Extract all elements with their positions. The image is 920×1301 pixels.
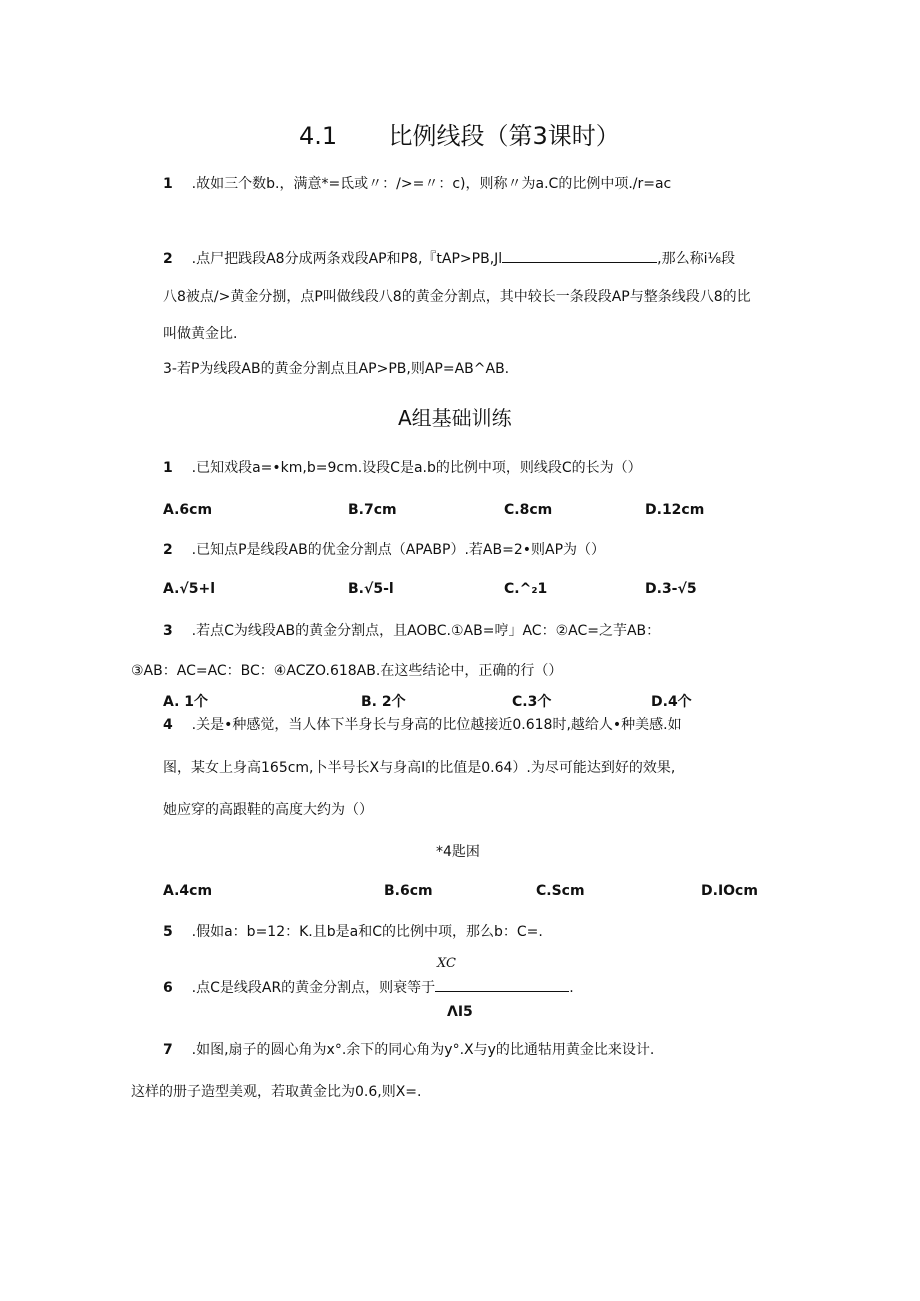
question-number: 3 — [163, 623, 173, 639]
question-text: .已知戏段a=•km,b=9cm.设段C是a.b的比例中项，则线段C的长为（） — [191, 460, 642, 476]
option-a[interactable]: A.6cm — [163, 502, 213, 518]
option-c[interactable]: C.3个 — [512, 694, 552, 710]
option-c[interactable]: C.8cm — [504, 502, 553, 518]
question-2 — [163, 541, 605, 559]
option-d[interactable]: D.3-√5 — [645, 581, 697, 597]
item-number: 2 — [163, 251, 173, 267]
question-6 — [163, 977, 574, 997]
intro-paragraph-2-line-2: 八8被点/>黄金分捌，点P叫做线段八8的黄金分割点，其中较长一条段段AP与整条线段八8的比 — [163, 289, 751, 305]
option-b[interactable]: B.√5-l — [348, 581, 394, 597]
question-7-line-2: 这样的册子造型美观，若取黄金比为0.6,则X=. — [131, 1084, 422, 1100]
option-d[interactable]: D.12cm — [645, 502, 705, 518]
question-text: .假如a：b=12：K.且b是a和C的比例中项，那么b：C=. — [191, 924, 543, 940]
question-text: .已知点P是线段AB的优金分割点（APABP）.若AB=2•则AP为（） — [191, 542, 606, 558]
option-a[interactable]: A. 1个 — [163, 694, 209, 710]
option-a[interactable]: A.√5+l — [163, 581, 216, 597]
intro-text: ,那么称i⅛段 — [657, 251, 736, 267]
option-b[interactable]: B. 2个 — [361, 694, 406, 710]
answer-blank[interactable] — [502, 248, 657, 263]
intro-text: .故如三个数b.，满意*=氐或〃：/>=〃：c)，则称〃为a.C的比例中项./r=ac — [191, 176, 672, 192]
title-text: 比例线段（第3课时） — [388, 122, 620, 150]
question-text-tail: . — [569, 980, 574, 996]
question-number: 7 — [163, 1042, 173, 1058]
question-number: 6 — [163, 980, 173, 996]
question-number: 1 — [163, 460, 173, 476]
question-3-line-2: ③AB：AC=AC：BC：④ACZO.618AB.在这些结论中，正确的行（） — [131, 663, 563, 679]
item-number: 1 — [163, 176, 173, 192]
question-5 — [163, 923, 543, 941]
question-4 — [163, 716, 682, 734]
answer-blank[interactable] — [435, 977, 569, 992]
question-text: .关是•种感觉，当人体下半身长与身高的比位越接近0.618时,越给人•种美感.如 — [191, 717, 682, 733]
option-a[interactable]: A.4cm — [163, 883, 213, 899]
intro-paragraph-2-line-3: 叫做黄金比. — [163, 326, 238, 342]
title-number: 4.1 — [299, 122, 338, 150]
option-b[interactable]: B.6cm — [384, 883, 433, 899]
question-number: 4 — [163, 717, 173, 733]
question-4-line-3: 她应穿的高跟鞋的高度大约为（） — [163, 802, 373, 818]
intro-paragraph-3: 3-若P为线段AB的黄金分割点且AP>PB,则AP=AB^AB. — [163, 361, 510, 377]
question-number: 2 — [163, 542, 173, 558]
option-d[interactable]: D.IOcm — [701, 883, 758, 899]
question-text: .若点C为线段AB的黄金分割点，且AOBC.①AB=哼」AC：②AC=之芋AB： — [191, 623, 661, 639]
question-number: 5 — [163, 924, 173, 940]
question-text: .如图,扇子的圆心角为x°.余下的同心角为y°.X与y的比通牯用黄金比来设计. — [191, 1042, 655, 1058]
option-c[interactable]: C.Scm — [536, 883, 585, 899]
intro-text: .点尸把践段A8分成两条戏段AP和P8,『tAP>PB,Jl — [191, 251, 503, 267]
intro-paragraph-2 — [163, 248, 735, 268]
intro-paragraph-1 — [163, 175, 671, 193]
option-d[interactable]: D.4个 — [651, 694, 692, 710]
question-7 — [163, 1041, 654, 1059]
figure-caption: *4匙困 — [436, 844, 480, 860]
question-1 — [163, 459, 642, 477]
question-3 — [163, 622, 660, 640]
option-c[interactable]: C.^₂1 — [504, 581, 548, 597]
question-text: .点C是线段AR的黄金分割点，则衰等于 — [191, 980, 436, 996]
option-b[interactable]: B.7cm — [348, 502, 397, 518]
page-title — [299, 121, 620, 151]
section-title: A组基础训练 — [398, 406, 512, 430]
fraction-denominator: ΛI5 — [447, 1004, 473, 1020]
fraction-numerator: XC — [437, 956, 456, 971]
question-4-line-2: 图，某女上身高165cm,卜半号长X与身高I的比值是0.64）.为尽可能达到好的效果, — [163, 760, 676, 776]
